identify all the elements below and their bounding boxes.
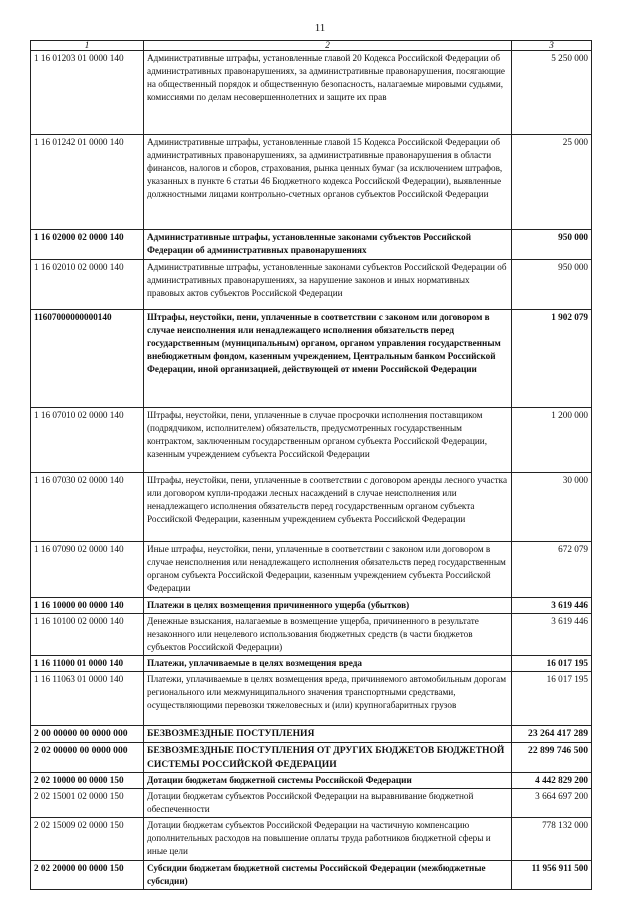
row-description: Штрафы, неустойки, пени, уплаченные в случае просрочки исполнения поставщиком (подрядчиком, исполнителем) обязательств, предусмотренных государственным контрактом, заключенным государственным органом субъекта Российской Федерации, казенным учреждением субъекта Российской Федерации [144, 408, 512, 473]
column-header-3: 3 [512, 41, 592, 51]
row-code: 1 16 02000 02 0000 140 [31, 230, 144, 260]
page-number: 11 [314, 22, 326, 34]
row-code: 1 16 07010 02 0000 140 [31, 408, 144, 473]
table-row [31, 860, 592, 889]
row-amount: 1 902 079 [512, 310, 592, 408]
row-amount: 1 200 000 [512, 408, 592, 473]
row-code: 1 16 11063 01 0000 140 [31, 672, 144, 726]
table-row [31, 408, 592, 473]
row-description: Дотации бюджетам субъектов Российской Федерации на выравнивание бюджетной обеспеченности [144, 789, 512, 818]
row-description: Иные штрафы, неустойки, пени, уплаченные в соответствии с законом или договором в случае неисполнения или ненадлежащего исполнения обязательств перед государственным органом субъекта Российской Федерации, казенным учреждением субъекта Российской Федерации [144, 542, 512, 598]
row-amount: 22 899 746 500 [512, 742, 592, 772]
row-description: Дотации бюджетам субъектов Российской Федерации на частичную компенсацию дополнительных расходов на повышение оплаты труда работников бюджетной сферы и иные цели [144, 818, 512, 860]
row-description: Административные штрафы, установленные главой 20 Кодекса Российской Федерации об административных правонарушениях, за административные правонарушения, посягающие на общественный порядок и общественную безопасность, налагаемые мировыми судьями, комиссиями по делам несовершеннолетних и защите их прав [144, 51, 512, 135]
row-amount: 25 000 [512, 135, 592, 230]
row-code: 1 16 07030 02 0000 140 [31, 473, 144, 542]
row-description: Штрафы, неустойки, пени, уплаченные в соответствии с договором аренды лесного участка или договором купли-продажи лесных насаждений в случае неисполнения или ненадлежащего исполнения обязательств перед государственным органом субъекта Российской Федерации, казенным учреждением субъекта Российской Федерации [144, 473, 512, 542]
row-amount: 5 250 000 [512, 51, 592, 135]
row-code: 2 02 15001 02 0000 150 [31, 789, 144, 818]
table-row [31, 542, 592, 598]
row-code: 2 02 00000 00 0000 000 [31, 742, 144, 772]
table-row [31, 672, 592, 726]
table-row [31, 742, 592, 772]
table-row [31, 726, 592, 743]
row-code: 1 16 01203 01 0000 140 [31, 51, 144, 135]
table-row [31, 614, 592, 656]
table-row [31, 656, 592, 672]
row-code: 1 16 10000 00 0000 140 [31, 598, 144, 614]
table-row [31, 135, 592, 230]
row-amount: 30 000 [512, 473, 592, 542]
row-code: 2 02 20000 00 0000 150 [31, 860, 144, 889]
row-description: Денежные взыскания, налагаемые в возмещение ущерба, причиненного в результате незаконного или нецелевого использования бюджетных средств (в части бюджетов субъектов Российской Федерации) [144, 614, 512, 656]
row-code: 1 16 07090 02 0000 140 [31, 542, 144, 598]
row-description: БЕЗВОЗМЕЗДНЫЕ ПОСТУПЛЕНИЯ [144, 726, 512, 743]
column-header-1: 1 [31, 41, 144, 51]
row-amount: 4 442 829 200 [512, 773, 592, 789]
column-header-2: 2 [144, 41, 512, 51]
row-description: Платежи, уплачиваемые в целях возмещения вреда [144, 656, 512, 672]
row-code: 2 00 00000 00 0000 000 [31, 726, 144, 743]
row-amount: 3 619 446 [512, 598, 592, 614]
row-code: 1 16 02010 02 0000 140 [31, 260, 144, 310]
row-amount: 16 017 195 [512, 672, 592, 726]
row-description: Административные штрафы, установленные законами субъектов Российской Федерации об административных правонарушениях [144, 230, 512, 260]
table-header-row [31, 41, 592, 51]
table-row [31, 51, 592, 135]
row-amount: 950 000 [512, 260, 592, 310]
table-row [31, 598, 592, 614]
row-amount: 3 619 446 [512, 614, 592, 656]
row-code: 2 02 10000 00 0000 150 [31, 773, 144, 789]
table-row [31, 789, 592, 818]
row-code: 11607000000000140 [31, 310, 144, 408]
row-amount: 11 956 911 500 [512, 860, 592, 889]
budget-table [30, 40, 592, 890]
row-amount: 778 132 000 [512, 818, 592, 860]
table-row [31, 773, 592, 789]
row-description: Платежи, уплачиваемые в целях возмещения вреда, причиняемого автомобильным дорогам регионального или межмуниципального значения транспортными средствами, осуществляющими перевозки тяжеловесных и (или) крупногабаритных грузов [144, 672, 512, 726]
row-amount: 3 664 697 200 [512, 789, 592, 818]
row-description: Дотации бюджетам бюджетной системы Российской Федерации [144, 773, 512, 789]
table-row [31, 818, 592, 860]
row-description: Платежи в целях возмещения причиненного ущерба (убытков) [144, 598, 512, 614]
row-amount: 950 000 [512, 230, 592, 260]
table-row [31, 260, 592, 310]
row-amount: 672 079 [512, 542, 592, 598]
row-code: 1 16 10100 02 0000 140 [31, 614, 144, 656]
row-amount: 16 017 195 [512, 656, 592, 672]
row-code: 1 16 01242 01 0000 140 [31, 135, 144, 230]
table-row [31, 310, 592, 408]
row-description: Административные штрафы, установленные законами субъектов Российской Федерации об административных правонарушениях, за нарушение законов и иных нормативных правовых актов субъектов Российской Федерации [144, 260, 512, 310]
table-row [31, 473, 592, 542]
table-row [31, 230, 592, 260]
row-amount: 23 264 417 289 [512, 726, 592, 743]
row-description: БЕЗВОЗМЕЗДНЫЕ ПОСТУПЛЕНИЯ ОТ ДРУГИХ БЮДЖЕТОВ БЮДЖЕТНОЙ СИСТЕМЫ РОССИЙСКОЙ ФЕДЕРАЦИИ [144, 742, 512, 772]
row-description: Административные штрафы, установленные главой 15 Кодекса Российской Федерации об административных правонарушениях, за административные правонарушения в области финансов, налогов и сборов, страхования, рынка ценных бумаг (за исключением штрафов, указанных в пункте 6 статьи 46 Бюджетного кодекса Российской Федерации), выявленные должностными лицами контрольно-счетных органов субъектов Российской Федерации [144, 135, 512, 230]
row-code: 2 02 15009 02 0000 150 [31, 818, 144, 860]
row-description: Штрафы, неустойки, пени, уплаченные в соответствии с законом или договором в случае неисполнения или ненадлежащего исполнения обязательств перед государственным (муниципальным) органом, органом управления государственным внебюджетным фондом, казенным учреждением, Центральным банком Российской Федерации, иной организацией, действующей от имени Российской Федерации [144, 310, 512, 408]
row-description: Субсидии бюджетам бюджетной системы Российской Федерации (межбюджетные субсидии) [144, 860, 512, 889]
row-code: 1 16 11000 01 0000 140 [31, 656, 144, 672]
